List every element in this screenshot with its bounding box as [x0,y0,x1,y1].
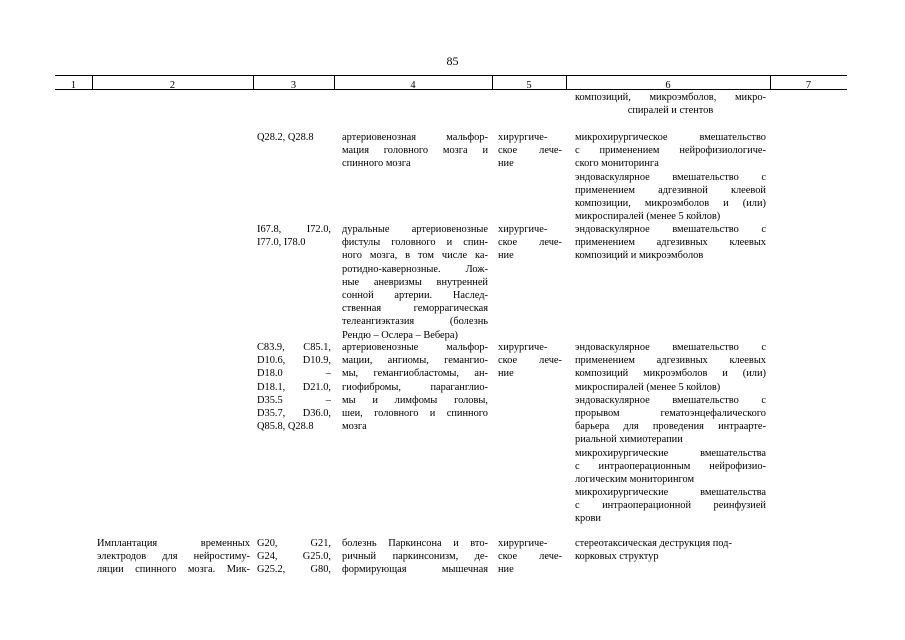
text-line: гиофибромы, параганглио- [342,381,488,393]
text-line: D35.5 – [257,394,331,406]
row2-treatment [498,223,562,263]
text-line: ние [498,564,514,576]
text-line: шеи, головного и спинного [342,407,488,419]
text-line: микроспиралей (менее 5 койлов) [575,211,721,223]
text-line: мы и лимфомы головы, [342,394,488,406]
text-line: эндоваскулярное вмешательство с [575,171,766,183]
row3-codes [257,341,331,433]
row1-treatment [498,131,562,171]
text-line: ственная геморрагическая [342,303,488,315]
text-line: с интраоперационной реинфузией [575,500,766,512]
text-line: Q85.8, Q28.8 [257,421,314,433]
text-line: ское лече- [498,355,562,367]
text-line: Имплантация временных [97,538,250,549]
text-line: стереотаксическая деструкция под- [575,538,732,549]
row4-diagnosis [342,537,488,577]
text-line: микрохирургическое вмешательство [575,132,766,143]
text-line: G24, G25.0, [257,551,331,563]
text-line: эндоваскулярное вмешательство с [575,342,766,353]
text-line: мы, гемангиобластомы, ан- [342,368,488,380]
row2-codes [257,223,331,249]
text-line: спинного мозга [342,158,411,170]
text-line: корковых структур [575,551,659,563]
text-line: эндоваскулярное вмешательство с [575,224,766,235]
text-line: хирургиче- [498,132,548,143]
row2-method [575,223,766,263]
continuation-method [575,91,766,117]
text-line: хирургиче- [498,342,548,353]
column-number-6: 6 [665,80,671,91]
column-number-4: 4 [410,80,416,91]
text-line: барьера для проведения интраарте- [575,421,766,433]
text-line: I77.0, I78.0 [257,237,306,249]
text-line: применением адгезивных клеевых [575,237,766,249]
text-line: ляции спинного мозга. Мик- [97,564,250,576]
column-number-1: 1 [70,80,77,91]
text-line: D35.7, D36.0, [257,407,331,419]
text-line: C83.9, C85.1, [257,342,331,353]
row4-method [575,537,766,563]
text-line: эндоваскулярное вмешательство с [575,394,766,406]
text-line: применением адгезивных клеевых [575,355,766,367]
row1-method [575,131,766,223]
column-number-5: 5 [526,80,532,91]
text-line: ние [498,368,514,380]
text-line: D18.1, D21.0, [257,381,331,393]
row3-diagnosis [342,341,488,433]
text-line: ского мониторинга [575,158,659,170]
text-line: ское лече- [498,237,562,249]
text-line: ного мозга, в том числе ка- [342,250,488,262]
text-line: телеангиэктазия (болезнь [342,316,488,328]
text-line: логическим мониторингом [575,473,695,485]
text-line: ние [498,250,514,262]
text-line: сонной артерии. Наслед- [342,289,488,301]
page-number: 85 [446,54,459,68]
text-line: артериовенозная мальфор- [342,132,488,143]
text-line: спиралей и стентов [627,105,714,117]
row4-codes [257,537,331,577]
text-line: микрохирургические вмешательства [575,447,766,459]
text-line: ротидно-кавернозные. Лож- [342,263,488,275]
text-line: прорывом гематоэнцефалического [575,407,766,419]
text-line: композиций микроэмболов и (или) [575,368,766,380]
text-line: Рендю – Ослера – Вебера) [342,329,458,341]
text-line: композиций, микроэмболов, микро- [575,92,766,103]
row3-method [575,341,766,526]
column-number-3: 3 [290,80,297,91]
text-line: применением адгезивной клеевой [575,184,766,196]
text-line: ское лече- [498,145,562,157]
text-line: D18.0 – [257,368,331,380]
text-line: с применением нейрофизиологиче- [575,145,766,157]
text-line: фистулы головного и спин- [342,237,488,249]
row4-name [97,537,250,577]
text-line: G25.2, G80, [257,564,331,576]
text-line: с интраоперационным нейрофизио- [575,460,766,472]
header-top-rule [55,75,847,76]
text-line: Q28.2, Q28.8 [257,132,314,143]
text-line: ние [498,158,514,170]
text-line: G20, G21, [257,538,331,549]
column-number-2: 2 [169,80,176,91]
text-line: мации, ангиомы, гемангио- [342,355,488,367]
text-line: болезнь Паркинсона и вто- [342,538,488,549]
text-line: I67.8, I72.0, [257,224,331,235]
text-line: формирующая мышечная [342,564,488,576]
text-line: хирургиче- [498,224,548,235]
text-line: ные аневризмы внутренней [342,276,488,288]
text-line: микроспиралей (менее 5 койлов) [575,381,721,393]
text-line: крови [575,513,601,525]
text-line: микрохирургические вмешательства [575,487,766,499]
text-line: хирургиче- [498,538,548,549]
column-number-7: 7 [805,80,812,91]
row3-treatment [498,341,562,381]
text-line: риальной химиотерапии [575,434,683,446]
row2-diagnosis [342,223,488,342]
row1-codes [257,131,331,144]
text-line: мозга [342,421,367,433]
row4-treatment [498,537,562,577]
text-line: мация головного мозга и [342,145,488,157]
text-line: дуральные артериовенозные [342,224,488,235]
text-line: артериовенозные мальфор- [342,342,488,353]
row1-diagnosis [342,131,488,171]
text-line: композиций и микроэмболов [575,250,704,262]
text-line: композиции, микроэмболов и (или) [575,197,766,209]
text-line: электродов для нейростиму- [97,551,250,563]
text-line: ское лече- [498,551,562,563]
text-line: D10.6, D10.9, [257,355,331,367]
text-line: ричный паркинсонизм, де- [342,551,488,563]
